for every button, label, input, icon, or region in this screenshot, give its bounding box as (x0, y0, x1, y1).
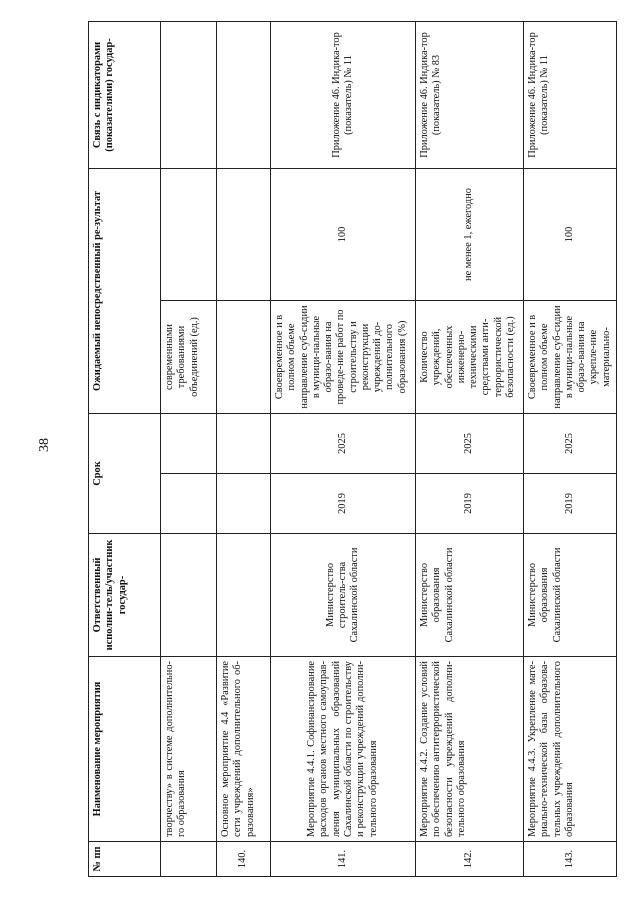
row-value (217, 168, 271, 300)
row-num (161, 842, 217, 877)
row-indicator: Количество учреждений, обеспеченных инженерно-техническими средствами анти-террористической безопасности (ед.) (416, 301, 524, 414)
row-link (217, 21, 271, 168)
row-value: 100 (271, 168, 416, 300)
row-link (161, 21, 217, 168)
row-num: 143. (524, 842, 617, 877)
table-row (217, 21, 271, 876)
row-end: 2025 (416, 414, 524, 474)
row-end (217, 414, 271, 474)
header-result: Ожидаемый непосредственный ре-зультат (89, 168, 161, 413)
row-link: Приложение 46. Индика-тор (показатель) № 83 (416, 21, 524, 168)
header-executor: Ответственный исполни-тель/участник государ- (89, 534, 161, 657)
rotated-page-content (88, 22, 610, 877)
row-start (161, 474, 217, 534)
row-executor: Министерство строитель-ства Сахалинской области (271, 534, 416, 657)
measures-table (88, 21, 617, 877)
row-value: 100 (524, 168, 617, 300)
header-name: Наименование мероприятия (89, 657, 161, 842)
header-link: Связь с индикаторами (показателями) государ- (89, 21, 161, 168)
row-link: Приложение 46. Индика-тор (показатель) № 11 (271, 21, 416, 168)
header-term: Срок (89, 414, 161, 534)
row-executor (161, 534, 217, 657)
table-row (416, 21, 524, 876)
row-num: 140. (217, 842, 271, 877)
row-start: 2019 (271, 474, 416, 534)
row-end: 2025 (524, 414, 617, 474)
header-num: № пп (89, 842, 161, 877)
row-indicator (217, 301, 271, 414)
table-row (271, 21, 416, 876)
row-value: не менее 1, ежегодно (416, 168, 524, 300)
row-link: Приложение 46. Индика-тор (показатель) № 11 (524, 21, 617, 168)
row-end (161, 414, 217, 474)
row-name: Мероприятие 4.4.1. Софинансирование расходов органов местного самоуправ-ления муниципальных образований Сахалинской области по строительству и реконструкции учреждений дополни-тельного образования (271, 657, 416, 842)
table-row (524, 21, 617, 876)
table-row (161, 21, 217, 876)
row-num: 142. (416, 842, 524, 877)
row-name: Основное мероприятие 4.4 «Развитие сети учреждений дополнительного об-разования» (217, 657, 271, 842)
row-executor: Министерство образования Сахалинской области (416, 534, 524, 657)
row-indicator: Своевременное и в полном объеме направление суб-сидии в муници-пальные образо-вания на укрепле-ние материально- (524, 301, 617, 414)
row-start: 2019 (524, 474, 617, 534)
row-name: Мероприятие 4.4.2. Создание условий по обеспечению антитеррористической безопасности учреждений дополни-тельного образования (416, 657, 524, 842)
row-name: Мероприятие 4.4.3. Укрепление мате-риально-технической базы образова-тельных учреждений дополнительного образования (524, 657, 617, 842)
row-executor: Министерство образования Сахалинской области (524, 534, 617, 657)
row-indicator: современными требованиями объединений (ед.) (161, 301, 217, 414)
row-value (161, 168, 217, 300)
row-start (217, 474, 271, 534)
table-header-row (89, 21, 161, 876)
row-start: 2019 (416, 474, 524, 534)
row-executor (217, 534, 271, 657)
row-name: творчеству» в системе дополнительно-го образования (161, 657, 217, 842)
row-indicator: Своевременное и в полном объеме направление суб-сидии в муници-пальные образо-вания на проведе-ние работ по строительству и реконструкции учреждений до-полнительного образования (%) (271, 301, 416, 414)
row-num: 141. (271, 842, 416, 877)
row-end: 2025 (271, 414, 416, 474)
page-number: 38 (37, 438, 52, 452)
